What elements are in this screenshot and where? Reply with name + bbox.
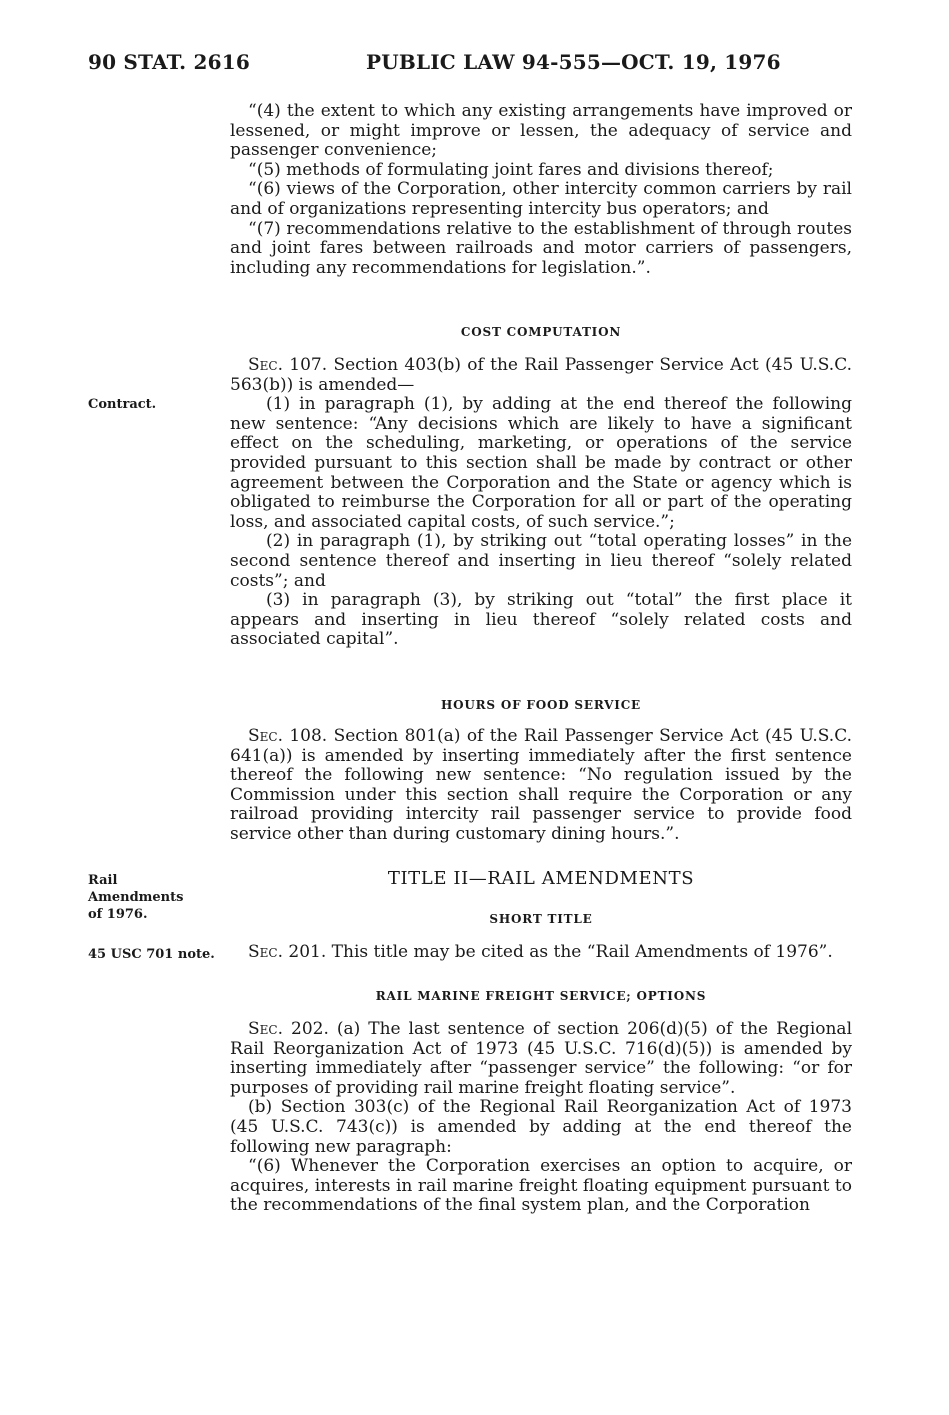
sec-202-b: (b) Section 303(c) of the Regional Rail Reorganization Act of 1973 (45 U.S.C. 743(c)) is amended by adding at the end thereof the following new paragraph: — [230, 1097, 852, 1157]
paragraph-5: “(5) methods of formulating joint fares and divisions thereof; — [248, 159, 774, 180]
sec-202-paragraph-6: “(6) Whenever the Corporation exercises an option to acquire, or acquires, interests in rail marine freight floating equipment pursuant to the recommendations of the final system plan, and the Corporation — [230, 1156, 852, 1216]
sec-108-text: 108. Section 801(a) of the Rail Passenger Service Act (45 U.S.C. 641(a)) is amended by inserting immediately after the first sentence thereof the following new sentence: “No regulation issued by the Commission under this section shall require the Corporation or any railroad providing intercity rail passenger service to provide food service other than during customary dining hours.”. — [230, 726, 852, 844]
running-header: PUBLIC LAW 94-555—OCT. 19, 1976 — [366, 50, 781, 74]
sec-202-a: 202. (a) The last sentence of section 206(d)(5) of the Regional Rail Reorganization Act of 1973 (45 U.S.C. 716(d)(5)) is amended by inserting immediately after “passenger service” the following: “or for purposes of providing rail marine freight floating service”. — [230, 1019, 853, 1098]
paragraph-7: “(7) recommendations relative to the establishment of through routes and joint fares between railroads and motor carriers of passengers, including any recommendations for legislation.”. — [230, 218, 852, 278]
section-201 — [230, 943, 852, 963]
sec-label: Sec. — [248, 355, 283, 375]
paragraph-6: “(6) views of the Corporation, other intercity common carriers by rail and of organizations representing intercity bus operators; and — [230, 179, 852, 219]
sec-label: Sec. — [248, 1019, 283, 1039]
margin-note-usc: 45 USC 701 note. — [88, 947, 215, 962]
continued-list — [230, 102, 852, 278]
section-202 — [230, 1020, 852, 1216]
sec-label: Sec. — [248, 942, 283, 962]
heading-cost-computation: COST COMPUTATION — [460, 325, 622, 339]
heading-short-title: SHORT TITLE — [489, 912, 593, 926]
sec-label: Sec. — [248, 726, 283, 746]
margin-line: of 1976. — [88, 907, 148, 922]
section-107 — [230, 356, 852, 650]
sec-107-item-1: (1) in paragraph (1), by adding at the end thereof the following new sentence: “Any decisions which are likely to have a significant effect on the scheduling, marketing, or operations of the service provided pursuant to this section shall be made by contract or other agreement between the Corporation and the State or agency which is obligated to reimburse the Corporation for all or part of the operating loss, and associated capital costs, of such service.”; — [230, 394, 852, 532]
margin-note-rail-amendments — [88, 872, 218, 923]
sec-107-item-3: (3) in paragraph (3), by striking out “total” the first place it appears and inserting in lieu thereof “solely related costs and associated capital”. — [230, 590, 852, 650]
sec-107-intro: 107. Section 403(b) of the Rail Passenger Service Act (45 U.S.C. 563(b)) is amended— — [230, 355, 852, 395]
sec-201-text: 201. This title may be cited as the “Rail Amendments of 1976”. — [288, 942, 833, 962]
paragraph-4: “(4) the extent to which any existing arrangements have improved or lessened, or might improve or lessen, the adequacy of service and passenger convenience; — [230, 101, 852, 161]
margin-note-contract: Contract. — [88, 397, 157, 412]
heading-hours-of-food-service: HOURS OF FOOD SERVICE — [440, 698, 641, 712]
title-ii-heading: TITLE II—RAIL AMENDMENTS — [387, 868, 695, 889]
stat-page-number: 90 STAT. 2616 — [88, 50, 250, 74]
sec-107-item-2: (2) in paragraph (1), by striking out “total operating losses” in the second sentence thereof and inserting in lieu thereof “solely related costs”; and — [230, 531, 852, 591]
margin-line: Rail — [88, 873, 118, 888]
margin-line: Amendments — [88, 890, 184, 905]
heading-rail-marine: RAIL MARINE FREIGHT SERVICE; OPTIONS — [375, 989, 707, 1003]
section-108 — [230, 727, 852, 845]
